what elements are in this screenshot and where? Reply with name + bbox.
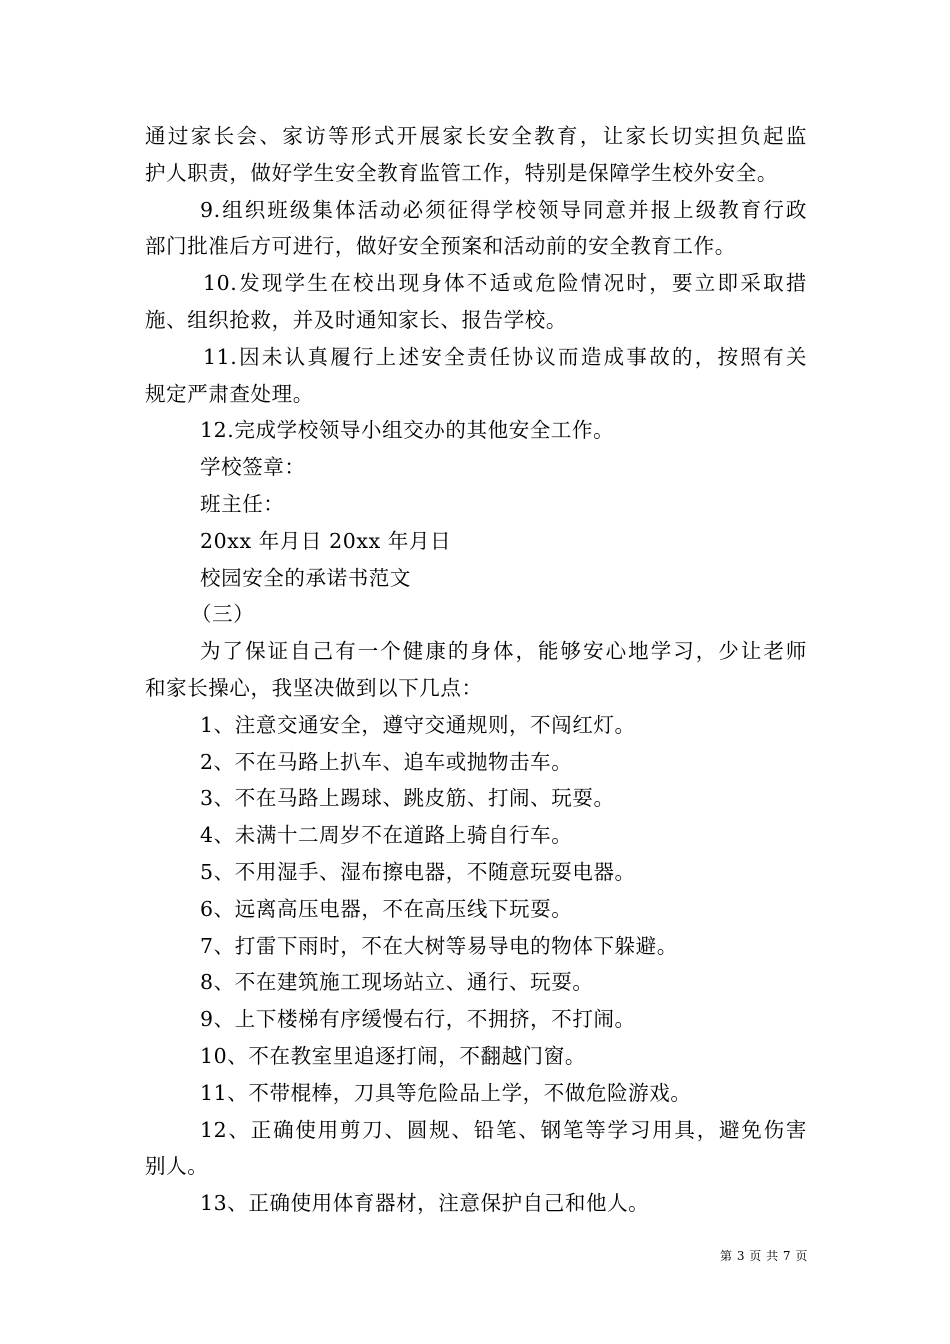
signature-label-school: 学校签章： — [200, 455, 306, 480]
text-line: 施、组织抢救，并及时通知家长、报告学校。 — [145, 307, 567, 332]
list-item: 11、不带棍棒，刀具等危险品上学，不做危险游戏。 — [200, 1080, 692, 1105]
list-item: 7、打雷下雨时，不在大树等易导电的物体下躲避。 — [200, 933, 678, 958]
section-title: 校园安全的承诺书范文 — [200, 565, 411, 590]
date-line: 20xx 年月日 20xx 年月日 — [200, 528, 452, 553]
list-item: 3、不在马路上踢球、跳皮筋、打闹、玩耍。 — [200, 786, 615, 811]
text-line: 10.发现学生在校出现身体不适或危险情况时，要立即采取措 — [203, 271, 807, 296]
text-line: 为了保证自己有一个健康的身体，能够安心地学习，少让老师 — [200, 639, 807, 664]
text-line: 护人职责，做好学生安全教育监管工作，特别是保障学生校外安全。 — [145, 160, 778, 185]
text-line: 通过家长会、家访等形式开展家长安全教育，让家长切实担负起监 — [145, 124, 807, 148]
list-item: 6、远离高压电器，不在高压线下玩耍。 — [200, 896, 573, 921]
text-line: 和家长操心，我坚决做到以下几点： — [145, 675, 483, 700]
text-line: 12.完成学校领导小组交办的其他安全工作。 — [200, 418, 615, 443]
text-line: 11.因未认真履行上述安全责任协议而造成事故的，按照有关 — [203, 344, 807, 369]
list-item-continuation: 别人。 — [145, 1154, 209, 1179]
list-item: 8、不在建筑施工现场站立、通行、玩耍。 — [200, 970, 594, 995]
signature-label-teacher: 班主任： — [200, 491, 285, 516]
list-item: 12、正确使用剪刀、圆规、铅笔、钢笔等学习用具，避免伤害 — [200, 1117, 807, 1142]
list-item: 10、不在教室里追逐打闹，不翻越门窗。 — [200, 1043, 586, 1068]
text-line: 9.组织班级集体活动必须征得学校领导同意并报上级教育行政 — [200, 197, 807, 222]
list-item: 1、注意交通安全，遵守交通规则，不闯红灯。 — [200, 712, 636, 737]
list-item: 2、不在马路上扒车、追车或抛物击车。 — [200, 749, 573, 774]
section-number: （三） — [191, 602, 255, 627]
list-item: 5、不用湿手、湿布擦电器，不随意玩耍电器。 — [200, 859, 636, 884]
document-body — [145, 118, 807, 1222]
text-line: 规定严肃查处理。 — [145, 381, 314, 406]
text-line: 部门批准后方可进行，做好安全预案和活动前的安全教育工作。 — [145, 234, 736, 259]
list-item: 9、上下楼梯有序缓慢右行，不拥挤，不打闹。 — [200, 1007, 636, 1032]
list-item: 13、正确使用体育器材，注意保护自己和他人。 — [200, 1191, 650, 1216]
list-item: 4、未满十二周岁不在道路上骑自行车。 — [200, 823, 573, 848]
page-number: 第 3 页 共 7 页 — [720, 1249, 808, 1263]
